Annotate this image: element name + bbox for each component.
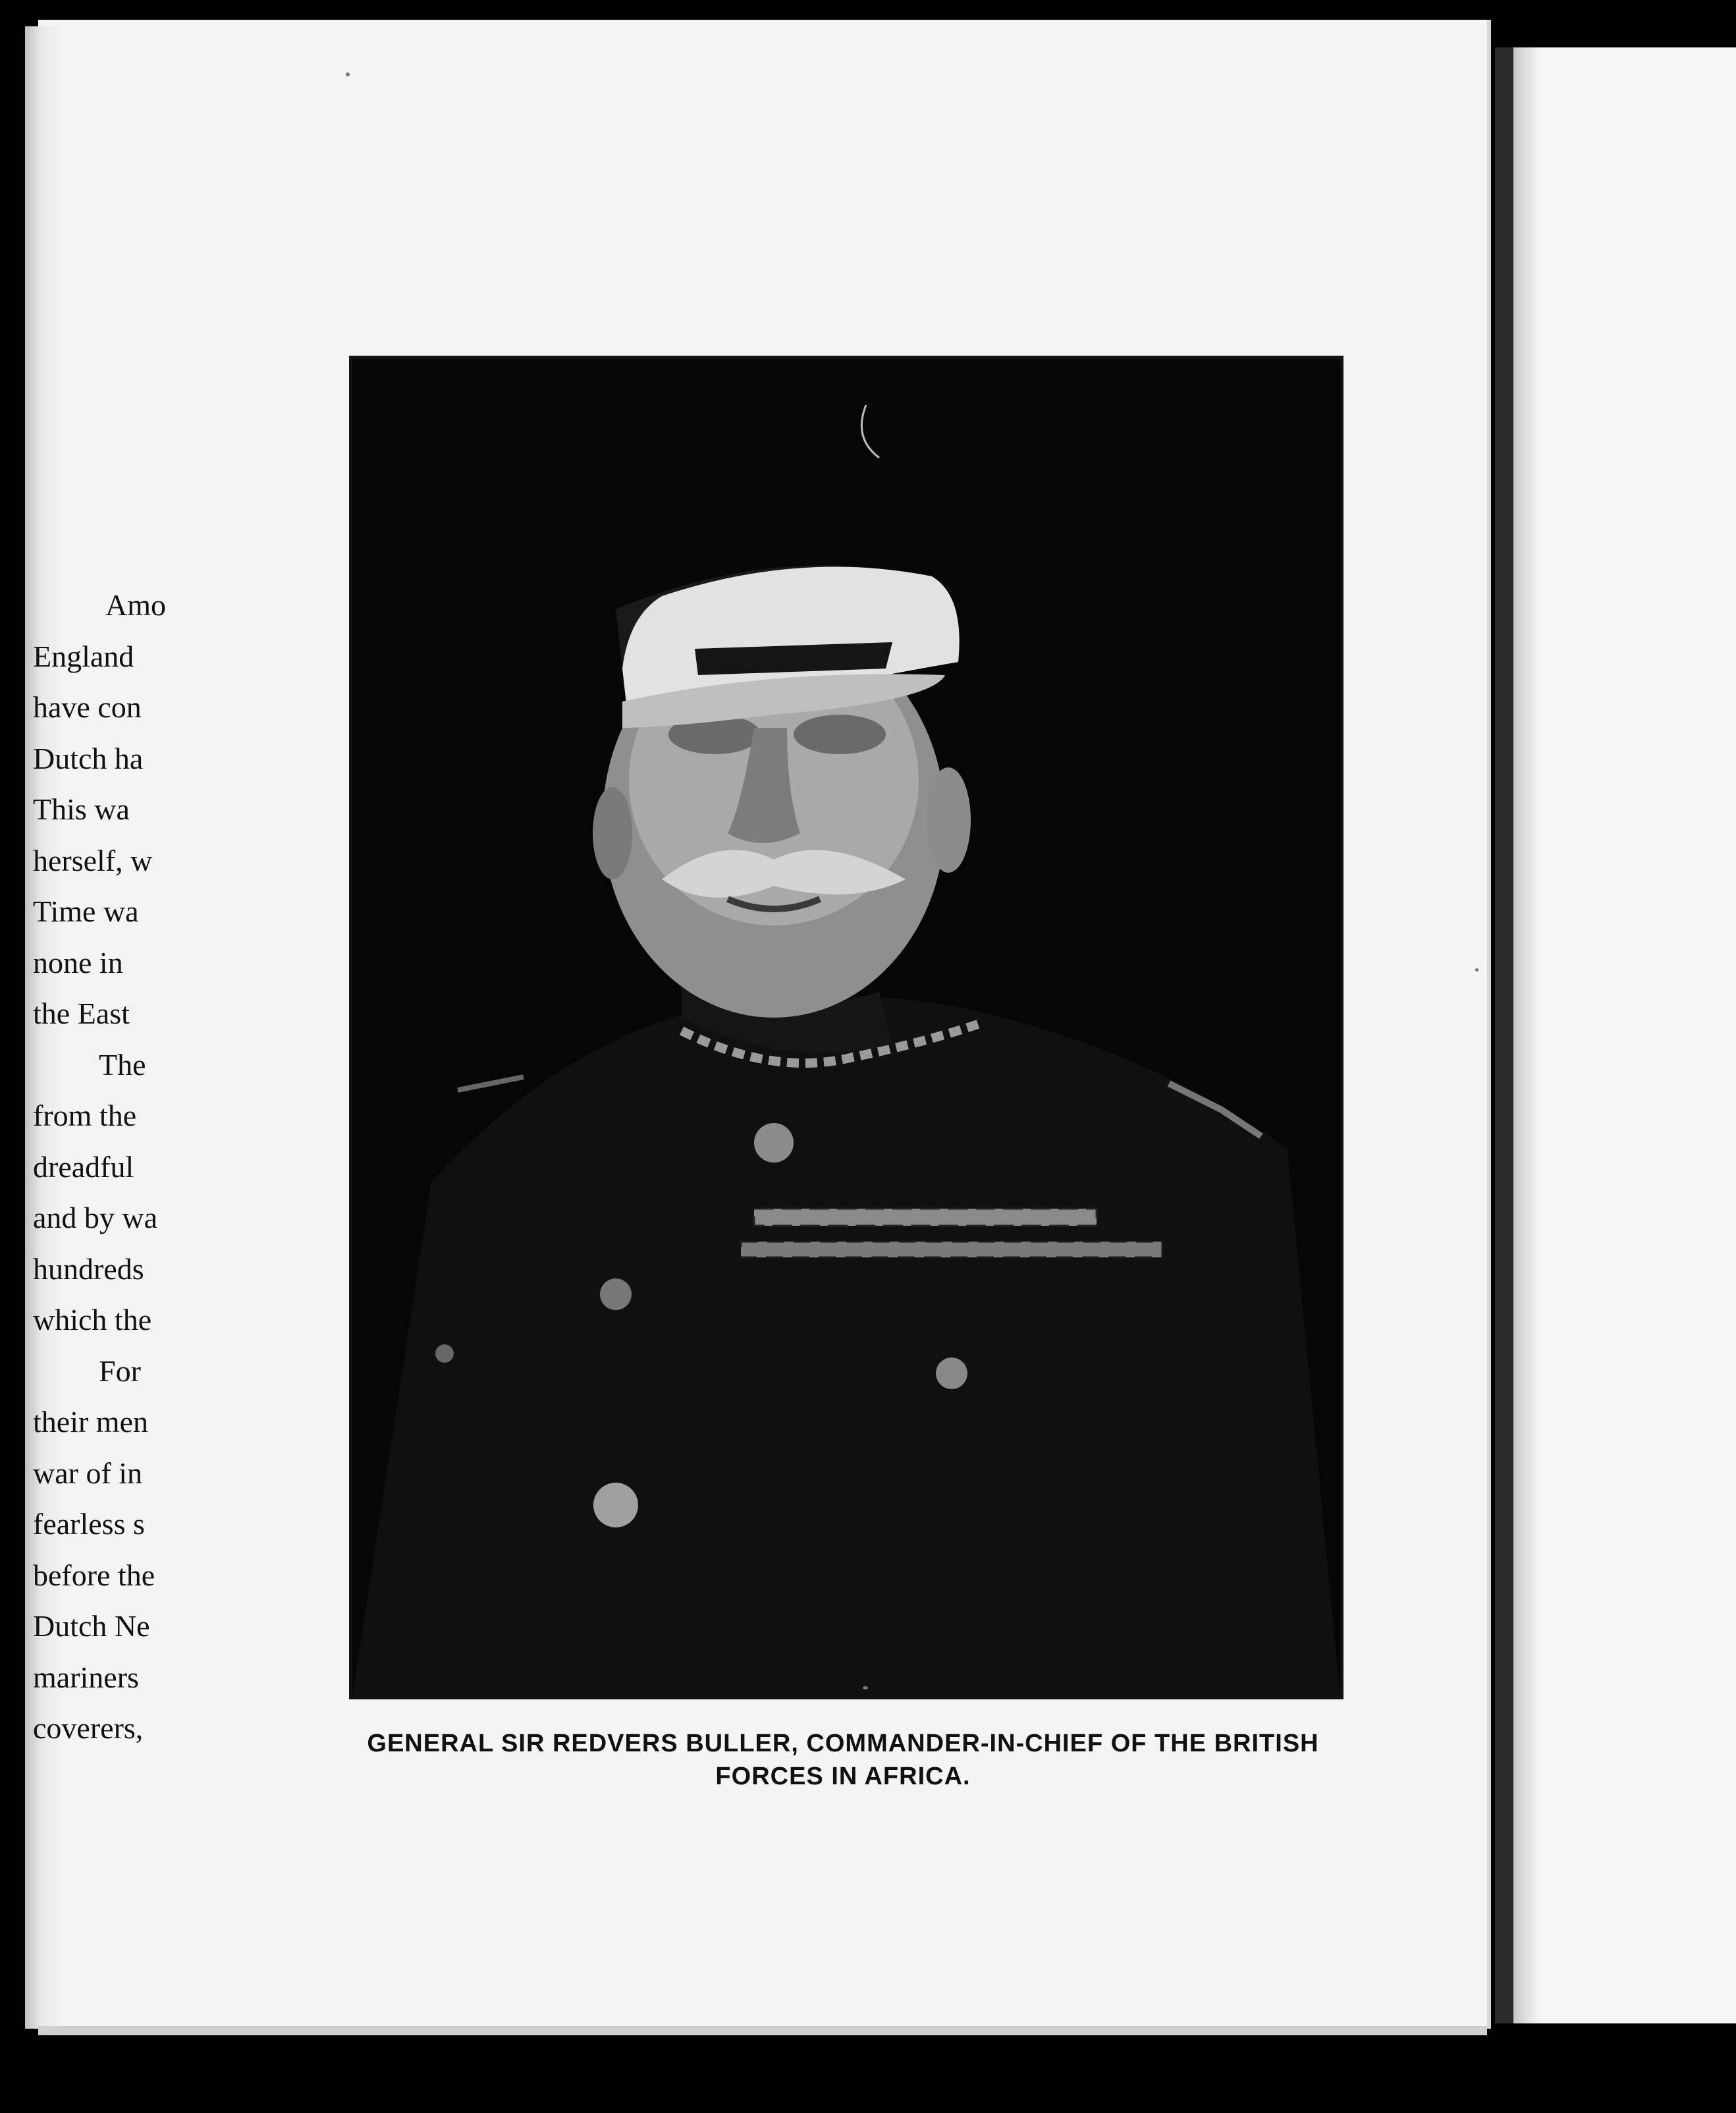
text-line: herself, w xyxy=(33,843,153,877)
caption-line-2: FORCES IN AFRICA. xyxy=(715,1763,971,1790)
text-line: before the xyxy=(33,1558,155,1592)
text-line: Time wa xyxy=(33,894,139,928)
text-line: fearless s xyxy=(33,1507,145,1541)
text-line: their men xyxy=(33,1405,148,1439)
text-line: The xyxy=(99,1047,146,1082)
scan-speck xyxy=(863,1686,868,1689)
text-line: have con xyxy=(33,690,142,724)
text-line: Amo xyxy=(105,588,166,622)
scan-speck xyxy=(1475,968,1478,972)
page-bottom-edge xyxy=(38,2026,1487,2035)
text-line: which the xyxy=(33,1303,152,1336)
photo-caption xyxy=(303,1727,1383,1793)
text-line: This wa xyxy=(33,792,130,826)
text-line: dreadful xyxy=(33,1149,134,1184)
text-line: coverers, xyxy=(33,1711,144,1745)
text-line: mariners xyxy=(33,1660,139,1694)
gutter-shadow xyxy=(1513,47,1540,2023)
portrait-illustration xyxy=(352,359,1340,1696)
facing-page-text xyxy=(33,580,296,1754)
text-line: war of in xyxy=(33,1456,143,1490)
text-line: and by wa xyxy=(33,1201,158,1234)
text-line: from the xyxy=(33,1099,137,1132)
text-line: For xyxy=(99,1354,141,1388)
right-page xyxy=(1495,47,1736,2023)
scan-speck xyxy=(346,72,350,76)
text-line: Dutch ha xyxy=(33,741,144,775)
caption-line-1: GENERAL SIR REDVERS BULLER, COMMANDER-IN-CHIEF OF THE BRITISH xyxy=(367,1730,1319,1757)
text-line: hundreds xyxy=(33,1251,144,1286)
portrait-photograph xyxy=(349,356,1343,1699)
text-line: the East xyxy=(33,997,130,1030)
text-line: England xyxy=(33,639,134,673)
text-line: none in xyxy=(33,945,123,979)
text-line: Dutch Ne xyxy=(33,1609,150,1643)
